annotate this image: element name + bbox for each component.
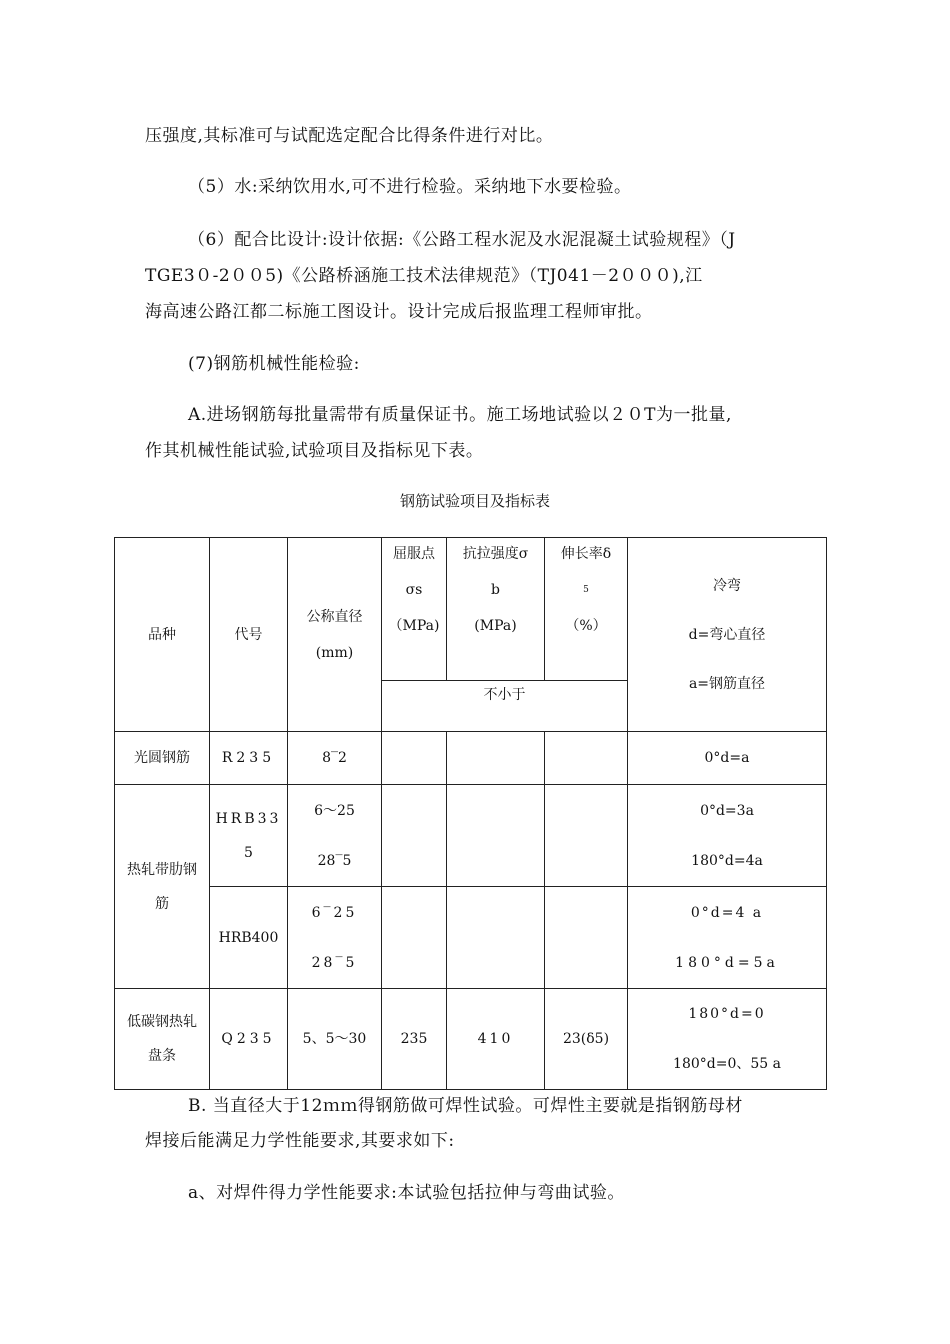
row-lowcarbon-elongation: 23(δ5) bbox=[545, 989, 628, 1090]
row-hrb335-code: HRB33 5 bbox=[210, 785, 288, 887]
row-plain-diameter: 8‾2 bbox=[288, 732, 382, 785]
paragraph-mix-design-line1: （6）配合比设计:设计依据:《公路工程水泥及水泥混凝土试验规程》（J bbox=[188, 230, 736, 250]
row-plain-bend: 0°d=a bbox=[628, 732, 827, 785]
header-cold-bend: 冷弯 d=弯心直径 a=钢筋直径 bbox=[628, 538, 827, 732]
row-hrb400-tensile bbox=[447, 887, 545, 989]
header-elongation: 伸长率δ 5 （%） bbox=[545, 538, 628, 681]
row-plain-elongation bbox=[545, 732, 628, 785]
row-hrb400-code: HRB400 bbox=[210, 887, 288, 989]
header-tensile: 抗拉强度σ b (MPa) bbox=[447, 538, 545, 681]
paragraph-b-line2: 焊接后能满足力学性能要求,其要求如下: bbox=[145, 1131, 455, 1151]
row-ribbed-variety: 热轧带肋钢 筋 bbox=[115, 785, 210, 989]
row-lowcarbon-code: Q235 bbox=[210, 989, 288, 1090]
header-code: 代号 bbox=[210, 538, 288, 732]
row-plain-variety: 光圆钢筋 bbox=[115, 732, 210, 785]
paragraph-a-line2: 作其机械性能试验,试验项目及指标见下表。 bbox=[145, 441, 484, 461]
row-lowcarbon-variety: 低碳钢热轧 盘条 bbox=[115, 989, 210, 1090]
row-hrb400-bend: 0°d=4 a 180°d=5a bbox=[628, 887, 827, 989]
row-lowcarbon-bend: 180°d=0 180°d=0、55 a bbox=[628, 989, 827, 1090]
row-hrb400-diameter: 6‾25 28‾5 bbox=[288, 887, 382, 989]
row-plain-yield bbox=[382, 732, 447, 785]
row-plain-code: R235 bbox=[210, 732, 288, 785]
header-diameter: 公称直径 (mm) bbox=[288, 538, 382, 732]
row-hrb335-elongation bbox=[545, 785, 628, 887]
header-not-less-than: 不小于 bbox=[382, 681, 628, 732]
row-hrb400-elongation bbox=[545, 887, 628, 989]
row-hrb335-bend: 0°d=3a 180°d=4a bbox=[628, 785, 827, 887]
row-hrb335-diameter: 6～25 28‾5 bbox=[288, 785, 382, 887]
row-lowcarbon-tensile: 410 bbox=[447, 989, 545, 1090]
paragraph-mix-design-line2: TGE3０-2００5)《公路桥涵施工技术法律规范》（TJ041－2０００),江 bbox=[145, 266, 703, 286]
paragraph-rebar-inspection: (7)钢筋机械性能检验: bbox=[188, 354, 360, 374]
row-plain-tensile bbox=[447, 732, 545, 785]
row-lowcarbon-diameter: 5、5～30 bbox=[288, 989, 382, 1090]
row-hrb335-yield bbox=[382, 785, 447, 887]
header-variety: 品种 bbox=[115, 538, 210, 732]
paragraph-mix-strength: 压强度,其标准可与试配选定配合比得条件进行对比。 bbox=[145, 126, 554, 146]
table-caption: 钢筋试验项目及指标表 bbox=[399, 492, 550, 510]
rebar-spec-table bbox=[114, 537, 827, 1090]
header-yield: 屈服点 σs （MPa) bbox=[382, 538, 447, 681]
paragraph-b-line1: B. 当直径大于12ｍｍ得钢筋做可焊性试验。可焊性主要就是指钢筋母材 bbox=[188, 1096, 743, 1116]
row-lowcarbon-yield: 235 bbox=[382, 989, 447, 1090]
paragraph-a-line1: A.进场钢筋每批量需带有质量保证书。施工场地试验以２０T为一批量, bbox=[188, 405, 732, 425]
paragraph-a-welding: a、对焊件得力学性能要求:本试验包括拉伸与弯曲试验。 bbox=[188, 1183, 625, 1203]
paragraph-mix-design-line3: 海高速公路江都二标施工图设计。设计完成后报监理工程师审批。 bbox=[145, 302, 653, 322]
paragraph-water: （5）水:采纳饮用水,可不进行检验。采纳地下水要检验。 bbox=[188, 177, 632, 197]
row-hrb335-tensile bbox=[447, 785, 545, 887]
row-hrb400-yield bbox=[382, 887, 447, 989]
